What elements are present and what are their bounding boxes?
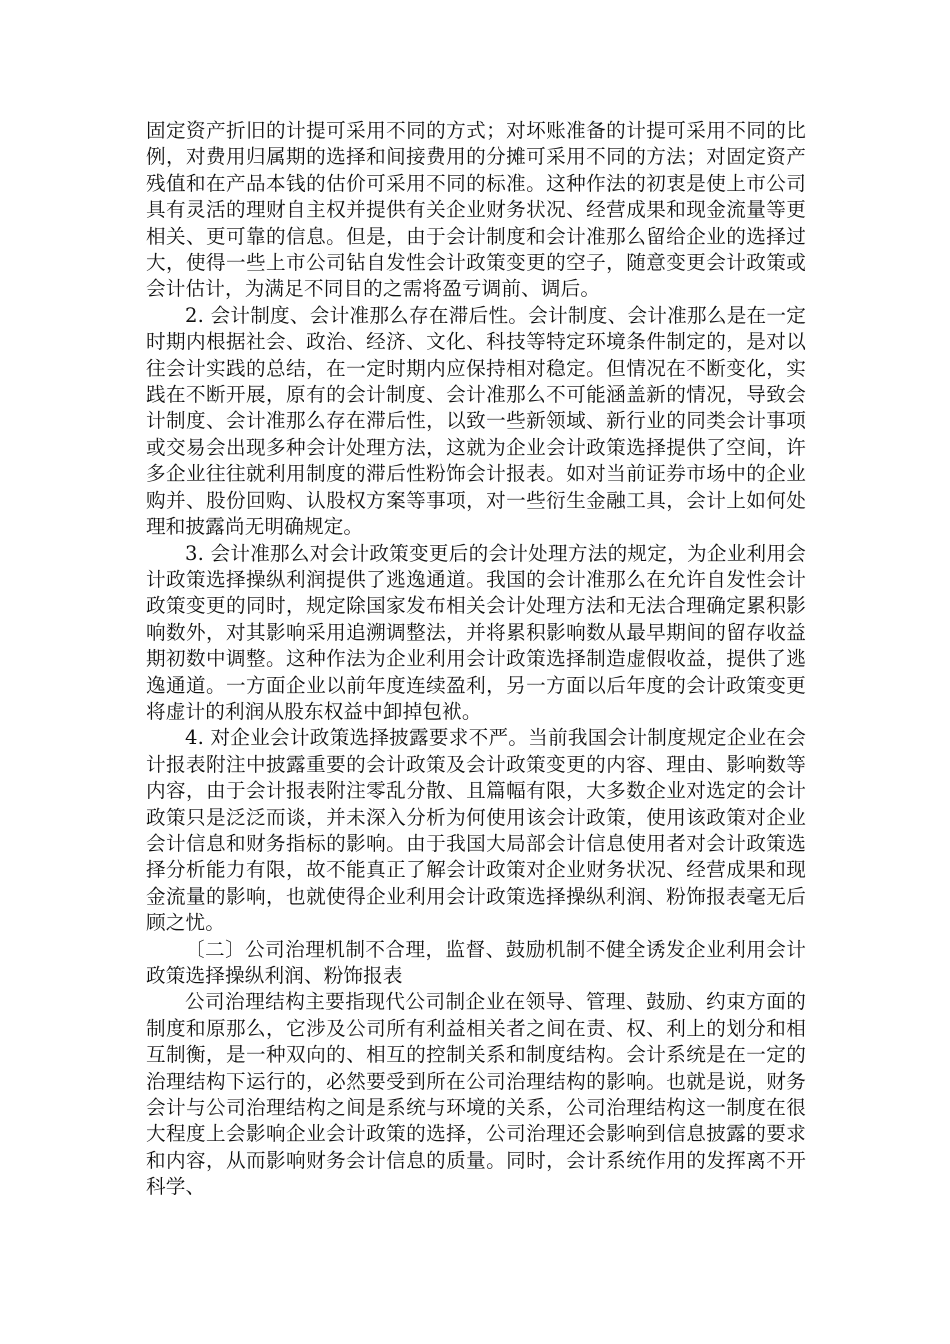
body-text xyxy=(146,118,806,1201)
paragraph-item-4: 4. 对企业会计政策选择披露要求不严。当前我国会计制度规定企业在会计报表附注中披露重要的会计政策及会计政策变更的内容、理由、影响数等内容，由于会计报表附注零乱分散、且篇幅有限，大多数企业对选定的会计政策只是泛泛而谈，并未深入分析为何使用该会计政策，使用该政策对企业会计信息和财务指标的影响。由于我国大局部会计信息使用者对会计政策选择分析能力有限，故不能真正了解会计政策对企业财务状况、经营成果和现金流量的影响，也就使得企业利用会计政策选择操纵利润、粉饰报表毫无后顾之忧。 xyxy=(146,726,806,935)
paragraph-item-3: 3. 会计准那么对会计政策变更后的会计处理方法的规定，为企业利用会计政策选择操纵利润提供了逃逸通道。我国的会计准那么在允许自发性会计政策变更的同时，规定除国家发布相关会计处理方法和无法合理确定累积影响数外，对其影响采用追溯调整法，并将累积影响数从最早期间的留存收益期初数中调整。这种作法为企业利用会计政策选择制造虚假收益，提供了逃逸通道。一方面企业以前年度连续盈利，另一方面以后年度的会计政策变更将虚计的利润从股东权益中卸掉包袱。 xyxy=(146,541,806,723)
paragraph-continued: 固定资产折旧的计提可采用不同的方式；对坏账准备的计提可采用不同的比例，对费用归属期的选择和间接费用的分摊可采用不同的方法；对固定资产残值和在产品本钱的估价可采用不同的标准。这种作法的初衷是使上市公司具有灵活的理财自主权并提供有关企业财务状况、经营成果和现金流量等更相关、更可靠的信息。但是，由于会计制度和会计准那么留给企业的选择过大，使得一些上市公司钻自发性会计政策变更的空子，随意变更会计政策或会计估计，为满足不同目的之需将盈亏调前、调后。 xyxy=(146,119,806,301)
section-heading-2: 〔二〕公司治理机制不合理，监督、鼓励机制不健全诱发企业利用会计政策选择操纵利润、粉饰报表 xyxy=(146,937,806,987)
paragraph-governance: 公司治理结构主要指现代公司制企业在领导、管理、鼓励、约束方面的制度和原那么，它涉及公司所有利益相关者之间在责、权、利上的划分和相互制衡，是一种双向的、相互的控制关系和制度结构。会计系统是在一定的治理结构下运行的，必然要受到所在公司治理结构的影响。也就是说，财务会计与公司治理结构之间是系统与环境的关系，公司治理结构这一制度在很大程度上会影响企业会计政策的选择，公司治理还会影响到信息披露的要求和内容，从而影响财务会计信息的质量。同时，会计系统作用的发挥离不开科学、 xyxy=(146,990,806,1199)
paragraph-item-2: 2. 会计制度、会计准那么存在滞后性。会计制度、会计准那么是在一定时期内根据社会、政治、经济、文化、科技等特定环境条件制定的，是对以往会计实践的总结，在一定时期内应保持相对稳定。但情况在不断变化，实践在不断开展，原有的会计制度、会计准那么不可能涵盖新的情况，导致会计制度、会计准那么存在滞后性，以致一些新领域、新行业的同类会计事项或交易会出现多种会计处理方法，这就为企业会计政策选择提供了空间，许多企业往往就利用制度的滞后性粉饰会计报表。如对当前证券市场中的企业购并、股份回购、认股权方案等事项，对一些衍生金融工具，会计上如何处理和披露尚无明确规定。 xyxy=(146,303,806,539)
